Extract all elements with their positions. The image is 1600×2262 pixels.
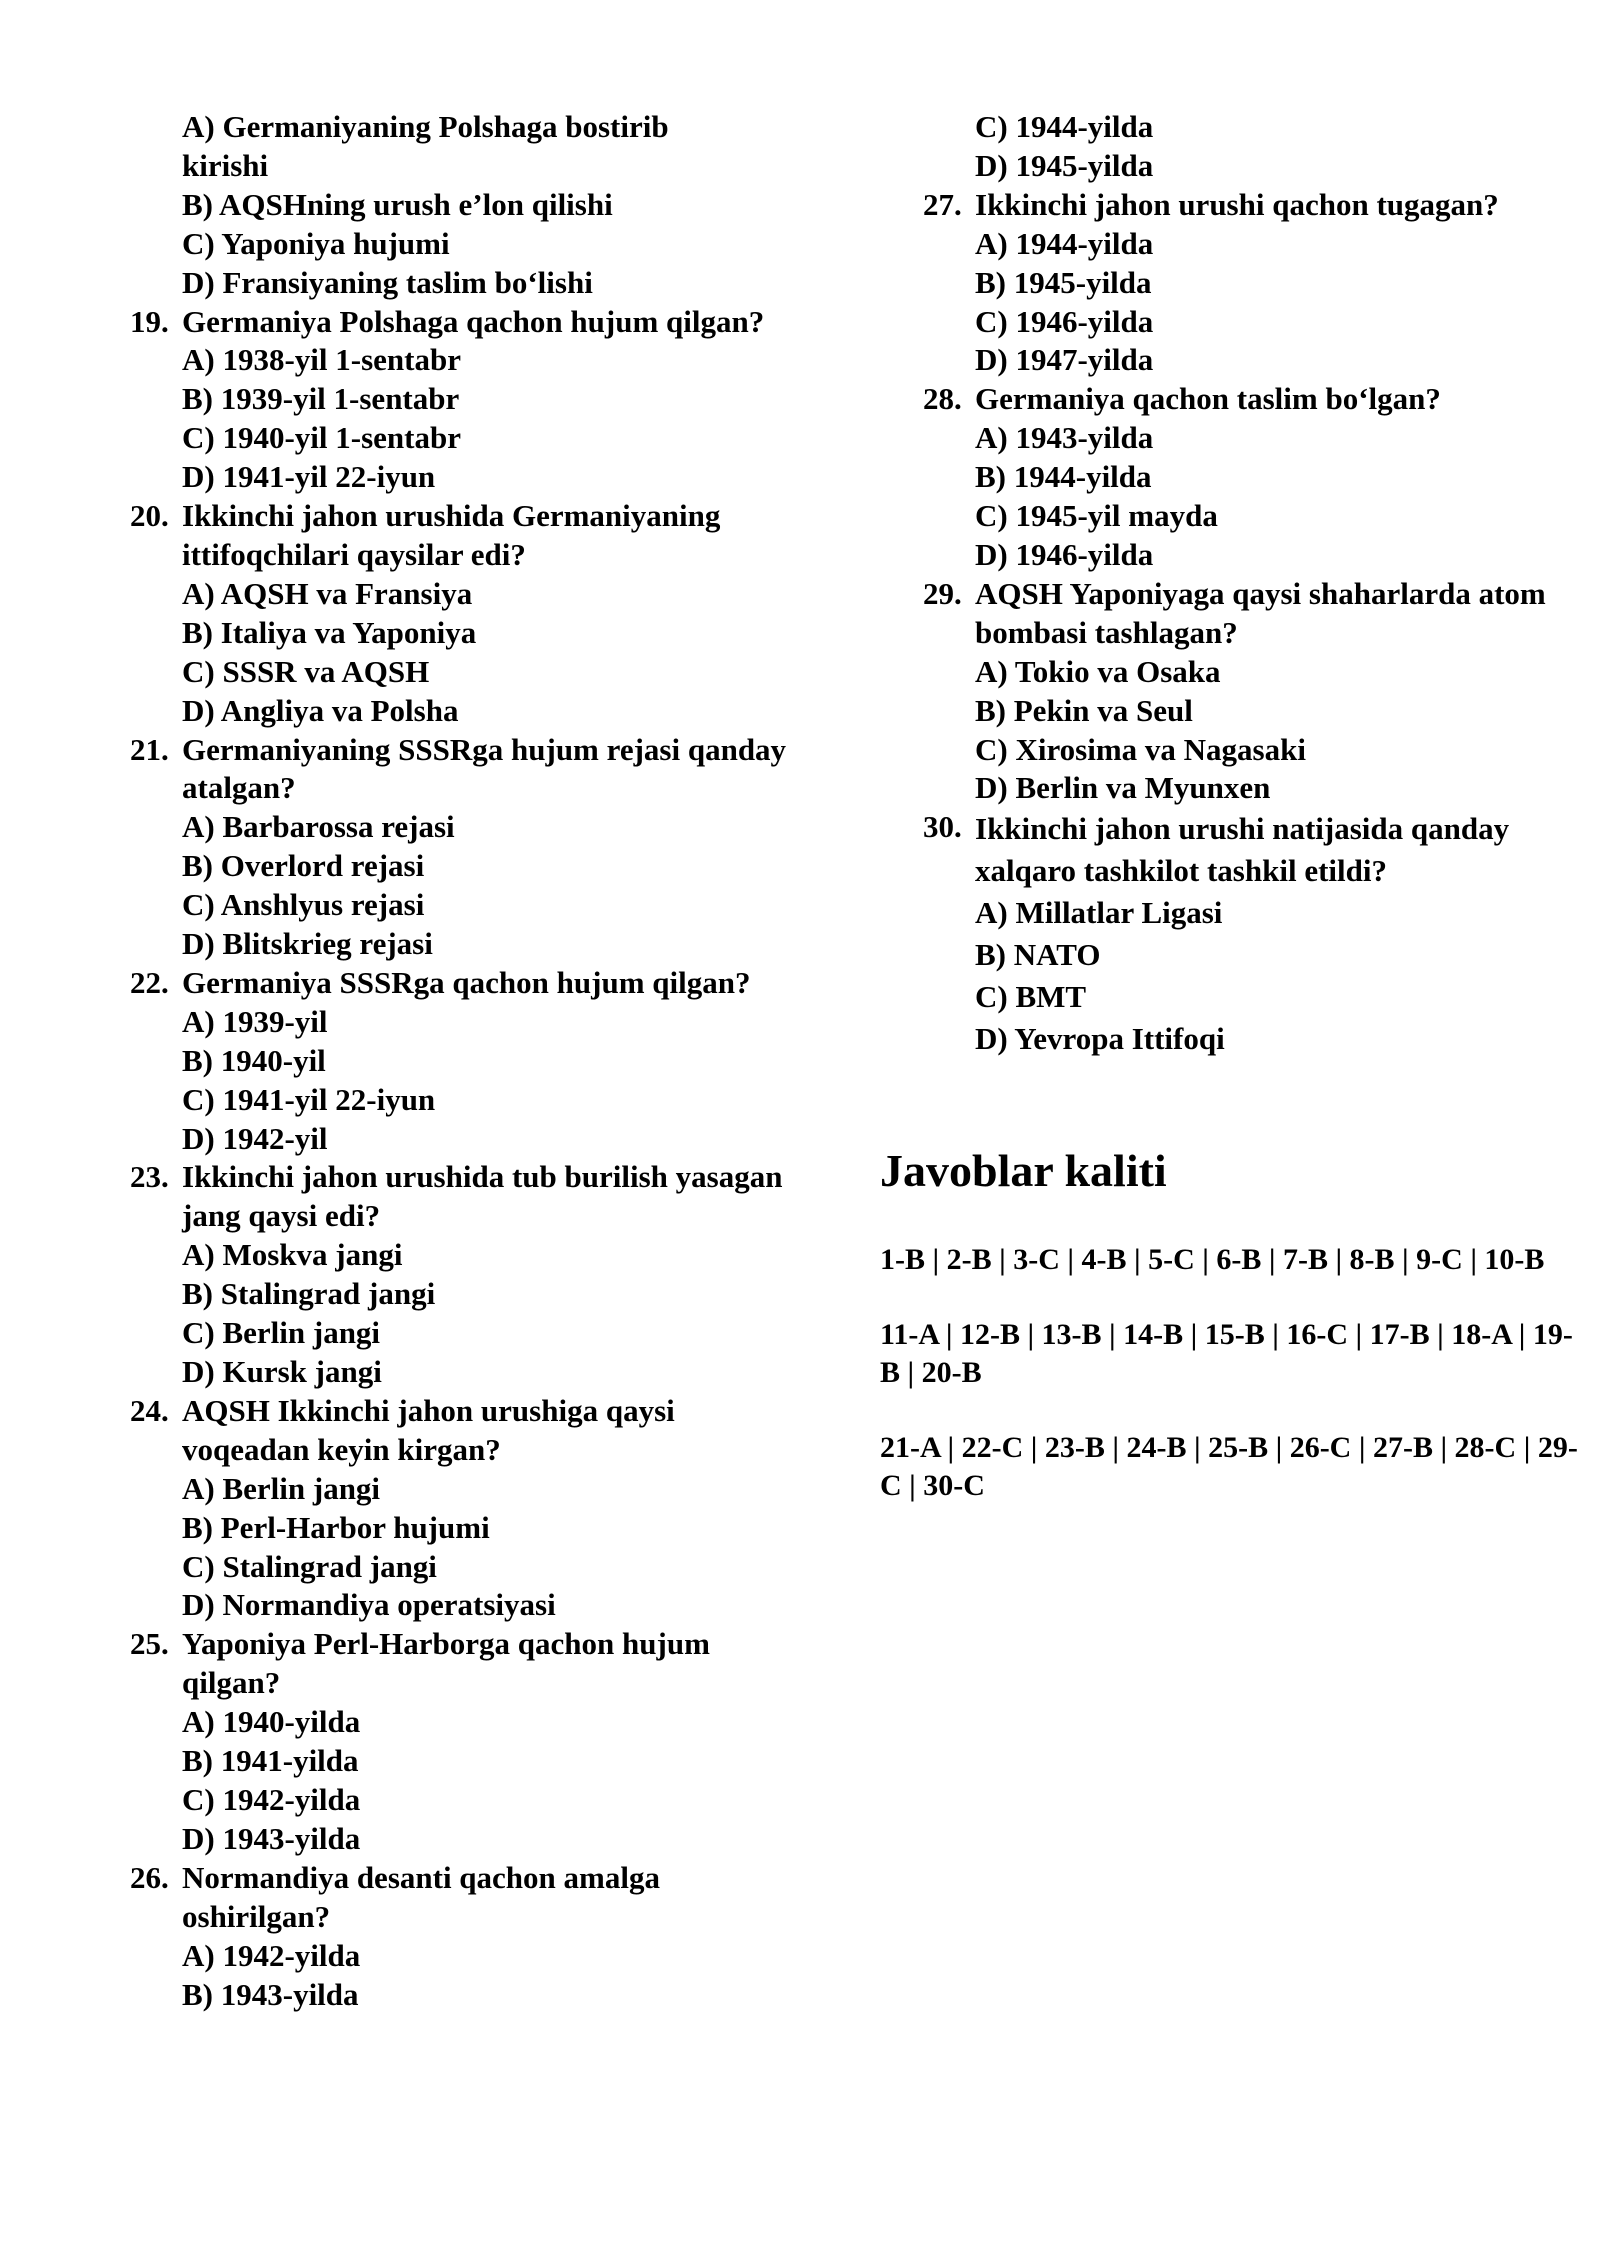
question-number: 27. bbox=[923, 186, 962, 222]
question-27-option-a: A) 1944-yilda bbox=[975, 225, 1154, 261]
question-number: 29. bbox=[923, 575, 962, 611]
question-18-option-a: A) Germaniyaning Polshaga bostirib kirishi bbox=[182, 109, 669, 183]
question-26-option-a: A) 1942-yilda bbox=[182, 1937, 361, 1973]
question-number: 19. bbox=[130, 303, 169, 339]
question-19-option-d: D) 1941-yil 22-iyun bbox=[182, 459, 436, 495]
question-22-option-c: C) 1941-yil 22-iyun bbox=[182, 1081, 436, 1117]
question-23-option-d: D) Kursk jangi bbox=[182, 1354, 382, 1389]
question-20 bbox=[130, 497, 790, 575]
question-25-option-a: A) 1940-yilda bbox=[182, 1704, 361, 1740]
question-text: AQSH Yaponiyaga qaysi shaharlarda atom bombasi tashlagan? bbox=[975, 575, 1546, 650]
question-26-option-b: B) 1943-yilda bbox=[182, 1976, 359, 2012]
question-number: 21. bbox=[130, 731, 169, 767]
question-19-option-b: B) 1939-yil 1-sentabr bbox=[182, 381, 460, 417]
question-26-option-d: D) 1945-yilda bbox=[975, 147, 1154, 183]
question-21-option-a: A) Barbarossa rejasi bbox=[182, 809, 455, 845]
answer-key-title: Javoblar kaliti bbox=[880, 1145, 1167, 1196]
question-29-option-d: D) Berlin va Myunxen bbox=[975, 770, 1271, 806]
question-text: Germaniya Polshaga qachon hujum qilgan? bbox=[182, 303, 765, 339]
question-18-option-b: B) AQSHning urush e’lon qilishi bbox=[182, 186, 613, 222]
question-number: 28. bbox=[923, 381, 962, 417]
question-22-option-a: A) 1939-yil bbox=[182, 1003, 328, 1039]
question-number: 30. bbox=[923, 809, 962, 845]
answer-key-line-2: 11-A | 12-B | 13-B | 14-B | 15-B | 16-C | 17-B | 18-A | 19-B | 20-B bbox=[880, 1318, 1573, 1389]
left-column bbox=[130, 108, 790, 2014]
question-29-option-c: C) Xirosima va Nagasaki bbox=[975, 731, 1306, 767]
question-30-option-d: D) Yevropa Ittifoqi bbox=[975, 1021, 1225, 1057]
question-20-option-d: D) Angliya va Polsha bbox=[182, 692, 459, 728]
question-23 bbox=[130, 1158, 790, 1236]
question-26-option-c: C) 1944-yilda bbox=[975, 109, 1154, 144]
right-column bbox=[923, 108, 1593, 1060]
answer-key-line-3: 21-A | 22-C | 23-B | 24-B | 25-B | 26-C | 27-B | 28-C | 29-C | 30-C bbox=[880, 1431, 1578, 1502]
question-text: Ikkinchi jahon urushi qachon tugagan? bbox=[975, 186, 1499, 222]
question-number: 22. bbox=[130, 964, 169, 1000]
question-text: Germaniya SSSRga qachon hujum qilgan? bbox=[182, 964, 751, 1000]
question-27-option-b: B) 1945-yilda bbox=[975, 264, 1152, 300]
question-20-option-b: B) Italiya va Yaponiya bbox=[182, 614, 477, 650]
question-30-option-a: A) Millatlar Ligasi bbox=[975, 895, 1223, 931]
question-number: 25. bbox=[130, 1626, 169, 1662]
question-28 bbox=[923, 380, 1593, 419]
question-number: 26. bbox=[130, 1859, 169, 1895]
question-28-option-d: D) 1946-yilda bbox=[975, 536, 1154, 572]
question-29 bbox=[923, 575, 1593, 653]
question-27-option-c: C) 1946-yilda bbox=[975, 303, 1154, 339]
question-29-option-b: B) Pekin va Seul bbox=[975, 692, 1193, 728]
question-25-option-b: B) 1941-yilda bbox=[182, 1743, 359, 1779]
answer-key-line-1: 1-B | 2-B | 3-C | 4-B | 5-C | 6-B | 7-B | 8-B | 9-C | 10-B bbox=[880, 1243, 1545, 1276]
question-30-option-b: B) NATO bbox=[975, 937, 1101, 973]
question-30 bbox=[923, 808, 1593, 892]
question-19-option-c: C) 1940-yil 1-sentabr bbox=[182, 420, 461, 456]
question-19 bbox=[130, 303, 790, 342]
question-20-option-a: A) AQSH va Fransiya bbox=[182, 575, 473, 611]
question-24-option-d: D) Normandiya operatsiyasi bbox=[182, 1587, 556, 1623]
question-number: 20. bbox=[130, 498, 169, 534]
question-19-option-a: A) 1938-yil 1-sentabr bbox=[182, 342, 461, 378]
question-18-option-c: C) Yaponiya hujumi bbox=[182, 225, 450, 261]
question-27-option-d: D) 1947-yilda bbox=[975, 342, 1154, 378]
question-text: Germaniya qachon taslim bo‘lgan? bbox=[975, 381, 1441, 417]
question-27 bbox=[923, 186, 1593, 225]
question-text: Germaniyaning SSSRga hujum rejasi qanday atalgan? bbox=[182, 731, 787, 806]
question-30-option-c: C) BMT bbox=[975, 979, 1087, 1015]
question-text: Normandiya desanti qachon amalga oshirilgan? bbox=[182, 1859, 660, 1934]
question-22-option-d: D) 1942-yil bbox=[182, 1120, 328, 1156]
question-24-option-b: B) Perl-Harbor hujumi bbox=[182, 1509, 490, 1545]
question-21-option-d: D) Blitskrieg rejasi bbox=[182, 926, 433, 962]
question-23-option-b: B) Stalingrad jangi bbox=[182, 1276, 436, 1312]
question-21-option-c: C) Anshlyus rejasi bbox=[182, 887, 425, 923]
question-25-option-d: D) 1943-yilda bbox=[182, 1820, 361, 1856]
question-text: Ikkinchi jahon urushida tub burilish yasagan jang qaysi edi? bbox=[182, 1159, 783, 1234]
question-18-option-d: D) Fransiyaning taslim bo‘lishi bbox=[182, 264, 593, 300]
question-26 bbox=[130, 1859, 790, 1937]
question-22-option-b: B) 1940-yil bbox=[182, 1042, 326, 1078]
question-25-option-c: C) 1942-yilda bbox=[182, 1781, 361, 1817]
question-25 bbox=[130, 1625, 790, 1703]
question-20-option-c: C) SSSR va AQSH bbox=[182, 653, 430, 689]
question-23-option-c: C) Berlin jangi bbox=[182, 1315, 381, 1351]
question-21-option-b: B) Overlord rejasi bbox=[182, 848, 425, 884]
question-22 bbox=[130, 964, 790, 1003]
question-number: 23. bbox=[130, 1159, 169, 1195]
question-24-option-a: A) Berlin jangi bbox=[182, 1470, 381, 1506]
question-text: Ikkinchi jahon urushi natijasida qanday xalqaro tashkilot tashkil etildi? bbox=[975, 811, 1510, 889]
question-28-option-a: A) 1943-yilda bbox=[975, 420, 1154, 456]
question-21 bbox=[130, 731, 790, 809]
question-28-option-c: C) 1945-yil mayda bbox=[975, 498, 1218, 534]
question-text: Ikkinchi jahon urushida Germaniyaning ittifoqchilari qaysilar edi? bbox=[182, 498, 721, 572]
answer-key bbox=[880, 1143, 1580, 1542]
question-number: 24. bbox=[130, 1392, 169, 1428]
question-28-option-b: B) 1944-yilda bbox=[975, 459, 1152, 495]
question-text: Yaponiya Perl-Harborga qachon hujum qilgan? bbox=[182, 1626, 710, 1701]
question-24-option-c: C) Stalingrad jangi bbox=[182, 1548, 437, 1584]
question-24 bbox=[130, 1392, 790, 1470]
question-23-option-a: A) Moskva jangi bbox=[182, 1237, 403, 1273]
question-29-option-a: A) Tokio va Osaka bbox=[975, 653, 1221, 689]
question-text: AQSH Ikkinchi jahon urushiga qaysi voqeadan keyin kirgan? bbox=[182, 1392, 675, 1467]
